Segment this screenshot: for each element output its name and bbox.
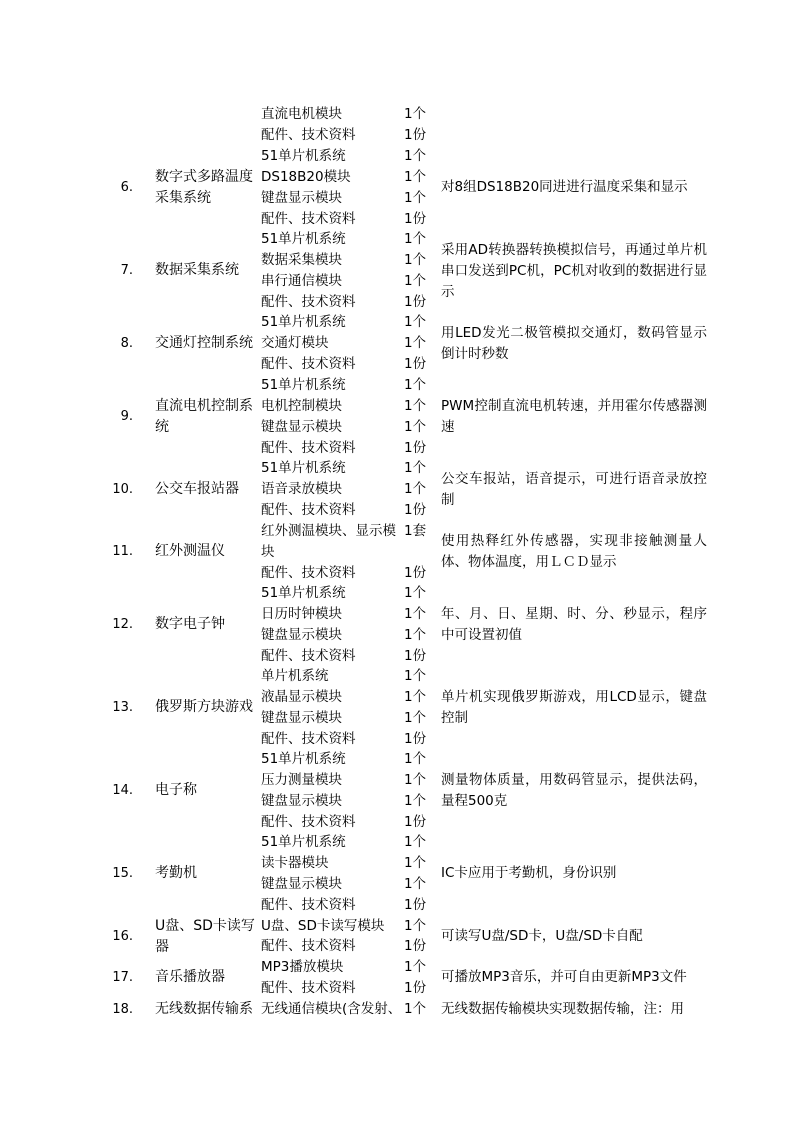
system-description: 测量物体质量，用数码管显示，提供法码，量程500克 xyxy=(441,772,707,809)
system-name: 直流电机控制系统 xyxy=(155,398,253,435)
component-quantity: 1个 xyxy=(404,710,427,726)
system-name: U盘、SD卡读写器 xyxy=(155,918,255,955)
item-number: 10. xyxy=(112,482,133,497)
component-name: 单片机系统 xyxy=(261,668,329,684)
component-quantity: 1份 xyxy=(404,897,427,913)
component-quantity: 1份 xyxy=(404,502,427,518)
item-number: 8. xyxy=(120,336,133,351)
item-number: 13. xyxy=(112,700,133,715)
component-quantity: 1个 xyxy=(404,190,427,206)
system-description: IC卡应用于考勤机，身份识别 xyxy=(441,865,617,881)
component-quantity: 1个 xyxy=(404,585,427,601)
component-name: 电机控制模块 xyxy=(261,398,342,414)
component-quantity: 1个 xyxy=(404,834,427,850)
component-quantity: 1个 xyxy=(404,106,427,122)
system-description: 采用AD转换器转换模拟信号，再通过单片机串口发送到PC机，PC机对收到的数据进行显示 xyxy=(441,242,707,300)
component-name: 日历时钟模块 xyxy=(261,606,342,622)
component-name: 配件、技术资料 xyxy=(261,440,356,456)
component-quantity: 1份 xyxy=(404,127,427,143)
component-quantity: 1份 xyxy=(404,211,427,227)
component-name: 键盘显示模块 xyxy=(261,876,342,892)
component-quantity: 1个 xyxy=(404,314,427,330)
component-name: 配件、技术资料 xyxy=(261,565,356,581)
system-name: 俄罗斯方块游戏 xyxy=(155,699,253,715)
component-quantity: 1个 xyxy=(404,398,427,414)
system-name: 交通灯控制系统 xyxy=(155,335,253,351)
system-name: 音乐播放器 xyxy=(155,969,225,985)
component-name: U盘、SD卡读写模块 xyxy=(261,918,385,934)
system-description: 使用热释红外传感器，实现非接触测量人体、物体温度，用ＬＣＤ显示 xyxy=(441,533,707,570)
system-description: PWM控制直流电机转速，并用霍尔传感器测速 xyxy=(441,398,707,435)
item-number: 18. xyxy=(112,1002,133,1017)
component-name: 语音录放模块 xyxy=(261,481,342,497)
component-quantity: 1个 xyxy=(404,252,427,268)
item-number: 11. xyxy=(112,544,133,559)
component-name: 键盘显示模块 xyxy=(261,793,342,809)
system-name: 公交车报站器 xyxy=(155,481,239,497)
component-name: 配件、技术资料 xyxy=(261,294,356,310)
component-quantity: 1套 xyxy=(404,523,427,539)
component-name: 51单片机系统 xyxy=(261,585,346,601)
component-name: 配件、技术资料 xyxy=(261,502,356,518)
component-name: 交通灯模块 xyxy=(261,335,329,351)
component-quantity: 1个 xyxy=(404,481,427,497)
component-name: 键盘显示模块 xyxy=(261,627,342,643)
system-name: 电子称 xyxy=(155,782,197,798)
component-quantity: 1个 xyxy=(404,606,427,622)
component-quantity: 1份 xyxy=(404,294,427,310)
component-name: 配件、技术资料 xyxy=(261,211,356,227)
component-quantity: 1份 xyxy=(404,440,427,456)
component-name: 键盘显示模块 xyxy=(261,190,342,206)
component-quantity: 1个 xyxy=(404,855,427,871)
system-description: 无线数据传输模块实现数据传输，注：用 xyxy=(441,1001,684,1017)
component-name: 串行通信模块 xyxy=(261,273,342,289)
component-quantity: 1个 xyxy=(404,1001,427,1017)
component-quantity: 1个 xyxy=(404,668,427,684)
component-quantity: 1个 xyxy=(404,772,427,788)
system-name: 数字式多路温度采集系统 xyxy=(155,169,253,206)
component-quantity: 1个 xyxy=(404,959,427,975)
component-name: 配件、技术资料 xyxy=(261,814,356,830)
component-quantity: 1份 xyxy=(404,356,427,372)
component-name: 红外测温模块、显示模块 xyxy=(261,523,396,560)
component-name: 配件、技术资料 xyxy=(261,897,356,913)
component-quantity: 1个 xyxy=(404,377,427,393)
item-number: 16. xyxy=(112,929,133,944)
component-quantity: 1个 xyxy=(404,627,427,643)
component-quantity: 1个 xyxy=(404,231,427,247)
item-number: 17. xyxy=(112,970,133,985)
system-name: 考勤机 xyxy=(155,865,197,881)
component-quantity: 1个 xyxy=(404,689,427,705)
component-quantity: 1个 xyxy=(404,148,427,164)
component-name: 配件、技术资料 xyxy=(261,356,356,372)
component-name: 51单片机系统 xyxy=(261,314,346,330)
component-name: 液晶显示模块 xyxy=(261,689,342,705)
component-name: 51单片机系统 xyxy=(261,231,346,247)
component-name: 数据采集模块 xyxy=(261,252,342,268)
component-quantity: 1个 xyxy=(404,335,427,351)
system-description: 可播放MP3音乐，并可自由更新MP3文件 xyxy=(441,969,687,985)
system-name: 无线数据传输系 xyxy=(155,1001,253,1017)
item-number: 14. xyxy=(112,783,133,798)
system-description: 单片机实现俄罗斯游戏，用LCD显示，键盘控制 xyxy=(441,689,707,726)
component-quantity: 1个 xyxy=(404,169,427,185)
component-quantity: 1个 xyxy=(404,751,427,767)
component-name: MP3播放模块 xyxy=(261,959,344,975)
item-number: 15. xyxy=(112,866,133,881)
system-description: 年、月、日、星期、时、分、秒显示，程序中可设置初值 xyxy=(441,606,707,643)
component-quantity: 1份 xyxy=(404,814,427,830)
component-quantity: 1份 xyxy=(404,565,427,581)
component-name: 压力测量模块 xyxy=(261,772,342,788)
item-number: 7. xyxy=(120,263,133,278)
item-number: 12. xyxy=(112,617,133,632)
system-name: 红外测温仪 xyxy=(155,543,225,559)
component-quantity: 1个 xyxy=(404,793,427,809)
system-name: 数据采集系统 xyxy=(155,262,239,278)
component-quantity: 1份 xyxy=(404,648,427,664)
component-quantity: 1份 xyxy=(404,980,427,996)
component-name: 直流电机模块 xyxy=(261,106,342,122)
system-description: 用LED发光二极管模拟交通灯，数码管显示倒计时秒数 xyxy=(441,325,707,362)
component-quantity: 1个 xyxy=(404,419,427,435)
component-quantity: 1个 xyxy=(404,460,427,476)
component-quantity: 1个 xyxy=(404,273,427,289)
component-name: 51单片机系统 xyxy=(261,834,346,850)
component-name: 51单片机系统 xyxy=(261,460,346,476)
component-quantity: 1个 xyxy=(404,876,427,892)
component-name: 51单片机系统 xyxy=(261,148,346,164)
component-name: 51单片机系统 xyxy=(261,377,346,393)
component-quantity: 1份 xyxy=(404,731,427,747)
system-description: 公交车报站，语音提示，可进行语音录放控制 xyxy=(441,471,707,508)
item-number: 9. xyxy=(120,409,133,424)
component-name: 无线通信模块(含发射、 xyxy=(261,1001,402,1017)
component-name: 配件、技术资料 xyxy=(261,127,356,143)
component-name: 配件、技术资料 xyxy=(261,938,356,954)
component-name: 配件、技术资料 xyxy=(261,648,356,664)
component-name: 键盘显示模块 xyxy=(261,710,342,726)
component-name: 51单片机系统 xyxy=(261,751,346,767)
component-name: 配件、技术资料 xyxy=(261,980,356,996)
system-description: 对8组DS18B20同进进行温度采集和显示 xyxy=(441,179,688,195)
component-quantity: 1个 xyxy=(404,918,427,934)
component-name: 读卡器模块 xyxy=(261,855,329,871)
system-description: 可读写U盘/SD卡，U盘/SD卡自配 xyxy=(441,928,643,944)
component-name: 配件、技术资料 xyxy=(261,731,356,747)
system-name: 数字电子钟 xyxy=(155,616,225,632)
item-number: 6. xyxy=(120,180,133,195)
component-name: 键盘显示模块 xyxy=(261,419,342,435)
component-name: DS18B20模块 xyxy=(261,169,351,185)
component-quantity: 1份 xyxy=(404,938,427,954)
